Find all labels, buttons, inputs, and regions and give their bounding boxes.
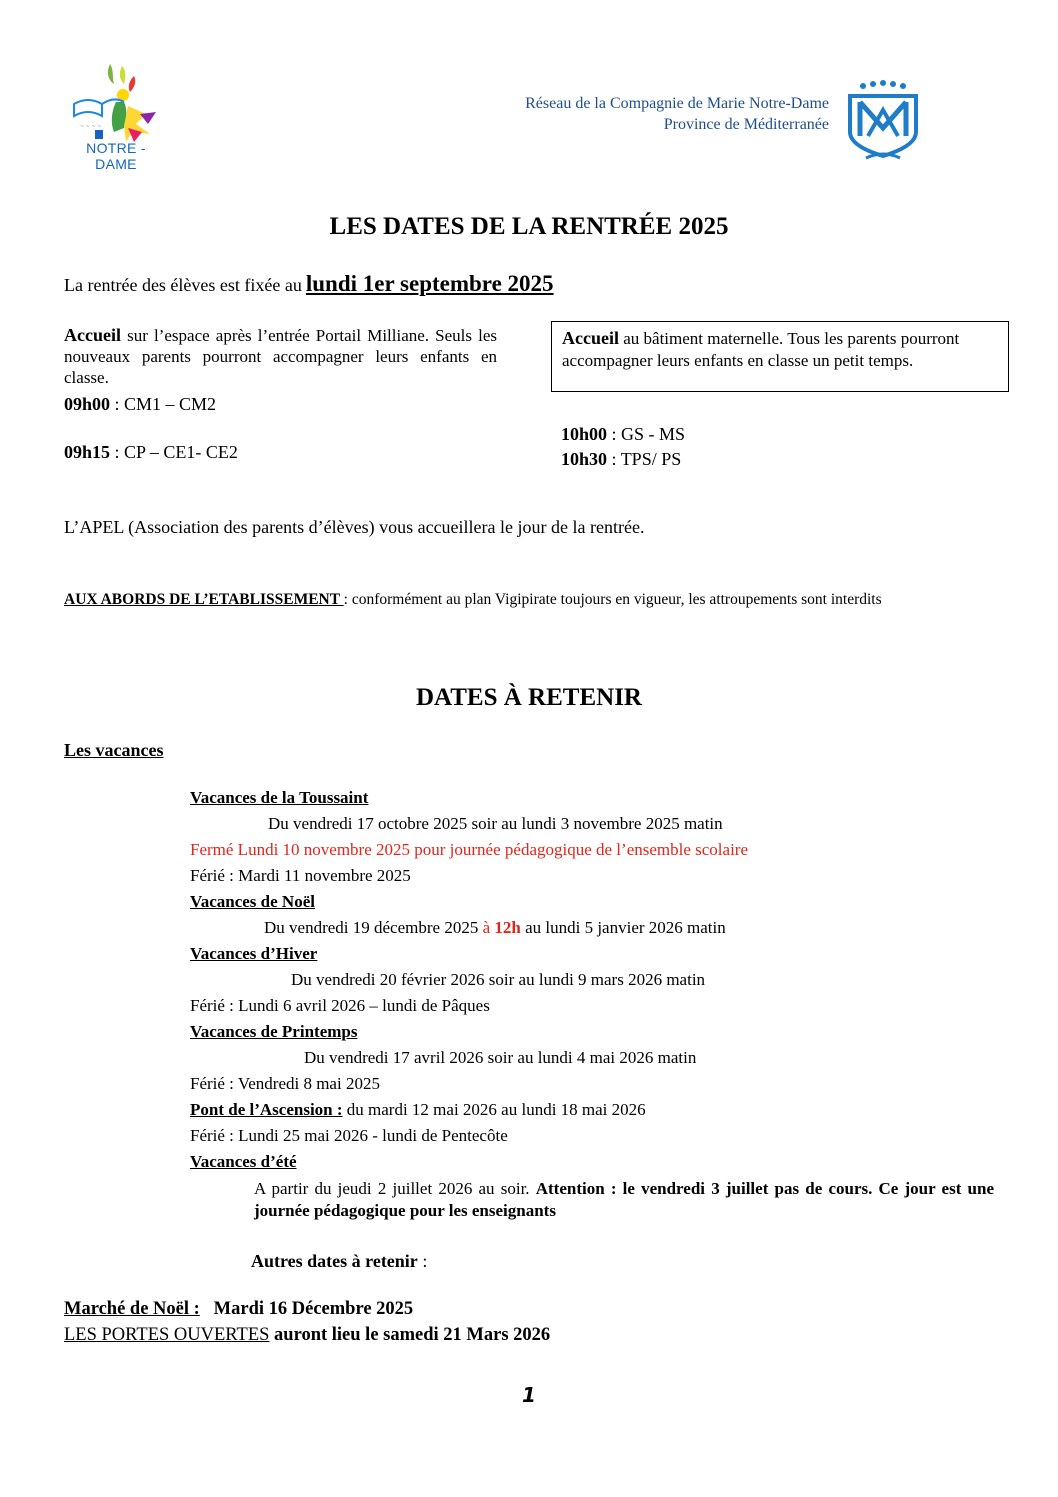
ferie-3: Férié : Vendredi 8 mai 2025 <box>190 1074 380 1093</box>
abords-notice <box>64 589 994 610</box>
right-accueil-text: au bâtiment maternelle. Tous les parents pourront accompagner leurs enfants en classe un petit temps. <box>562 329 960 370</box>
noel-dates-time: 12h <box>494 918 521 937</box>
school-logo <box>66 62 166 172</box>
left-slot-2-time: 09h15 <box>64 442 111 462</box>
apel-notice: L’APEL (Association des parents d’élèves) vous accueillera le jour de la rentrée. <box>64 517 645 537</box>
ete-attention: Attention : le vendredi 3 juillet pas de cours. Ce jour est une journée pédagogique pour les enseignants <box>254 1179 994 1220</box>
left-slot-2 <box>64 441 238 464</box>
network-logo <box>846 80 920 162</box>
network-header <box>525 93 829 135</box>
ascension-dates: du mardi 12 mai 2026 au lundi 18 mai 2026 <box>342 1100 646 1119</box>
network-line-2: Province de Méditerranée <box>663 116 829 133</box>
rentree-intro: La rentrée des élèves est fixée au <box>64 275 302 295</box>
noel-dates-end: au lundi 5 janvier 2026 matin <box>520 918 726 937</box>
page-title: LES DATES DE LA RENTRÉE 2025 <box>329 213 729 240</box>
network-logo-graphic <box>846 80 920 162</box>
left-slot-1-classes: : CM1 – CM2 <box>110 394 217 414</box>
vacances-heading: Les vacances <box>64 740 164 760</box>
right-slot-1-time: 10h00 <box>561 424 608 444</box>
ferie-2: Férié : Lundi 6 avril 2026 – lundi de Pâques <box>190 996 490 1015</box>
ferme-notice: Fermé Lundi 10 novembre 2025 pour journée pédagogique de l’ensemble scolaire <box>190 840 748 859</box>
portes-label: LES PORTES OUVERTES <box>64 1325 270 1345</box>
ferie-4: Férié : Lundi 25 mai 2026 - lundi de Pentecôte <box>190 1126 508 1145</box>
noel-dates <box>264 917 726 939</box>
ascension-line <box>190 1099 646 1121</box>
ete-text-main: A partir du jeudi 2 juillet 2026 au soir. <box>254 1179 536 1198</box>
right-accueil-box <box>551 321 1009 392</box>
rentree-date: lundi 1er septembre 2025 <box>305 271 554 296</box>
left-slot-1 <box>64 393 216 416</box>
abords-label: AUX ABORDS DE L’ETABLISSEMENT <box>64 591 344 608</box>
noel-dates-start: Du vendredi 19 décembre 2025 <box>264 918 479 937</box>
printemps-title: Vacances de Printemps <box>190 1022 358 1041</box>
noel-title: Vacances de Noël <box>190 892 315 911</box>
ete-title: Vacances d’été <box>190 1152 297 1171</box>
hiver-dates: Du vendredi 20 février 2026 soir au lundi 9 mars 2026 matin <box>291 970 706 989</box>
left-accueil <box>64 325 497 388</box>
rentree-line <box>64 271 554 297</box>
left-accueil-text: sur l’espace après l’entrée Portail Milliane. Seuls les nouveaux parents pourront accompagner leurs enfants en classe. <box>64 326 497 387</box>
left-slot-1-time: 09h00 <box>64 394 111 414</box>
portes-line <box>64 1325 550 1346</box>
abords-text: : conformément au plan Vigipirate toujours en vigueur, les attroupements sont interdits <box>343 591 882 608</box>
printemps-dates: Du vendredi 17 avril 2026 soir au lundi 4 mai 2026 matin <box>304 1048 697 1067</box>
hiver-title: Vacances d’Hiver <box>190 944 318 963</box>
ferie-1: Férié : Mardi 11 novembre 2025 <box>190 866 411 885</box>
marche-date: Mardi 16 Décembre 2025 <box>199 1299 414 1319</box>
page-number: 1 <box>522 1383 536 1407</box>
toussaint-dates: Du vendredi 17 octobre 2025 soir au lundi 3 novembre 2025 matin <box>268 814 723 833</box>
autres-label: Autres dates à retenir <box>251 1251 418 1271</box>
noel-dates-a: à <box>478 918 495 937</box>
right-slot-1 <box>561 423 685 446</box>
school-logo-text: NOTRE - DAME <box>86 140 146 172</box>
dates-title: DATES À RETENIR <box>416 684 642 711</box>
marche-label: Marché de Noël : <box>64 1299 200 1319</box>
right-slot-1-classes: : GS - MS <box>607 424 686 444</box>
autres-heading <box>251 1251 427 1272</box>
left-accueil-label: Accueil <box>64 325 121 345</box>
right-accueil-label: Accueil <box>562 328 619 348</box>
right-slot-2-time: 10h30 <box>561 449 608 469</box>
autres-colon: : <box>417 1251 428 1271</box>
left-slot-2-classes: : CP – CE1- CE2 <box>110 442 238 462</box>
svg-text:~ ~ ~ ~: ~ ~ ~ ~ <box>80 124 102 130</box>
ascension-title: Pont de l’Ascension : <box>190 1100 343 1119</box>
network-line-1: Réseau de la Compagnie de Marie Notre-Dame <box>525 95 829 112</box>
right-slot-2 <box>561 448 681 471</box>
marche-line <box>64 1299 413 1320</box>
ete-text <box>254 1178 994 1222</box>
toussaint-title: Vacances de la Toussaint <box>190 788 369 807</box>
portes-text: auront lieu le samedi 21 Mars 2026 <box>269 1325 551 1345</box>
right-slot-2-classes: : TPS/ PS <box>607 449 682 469</box>
